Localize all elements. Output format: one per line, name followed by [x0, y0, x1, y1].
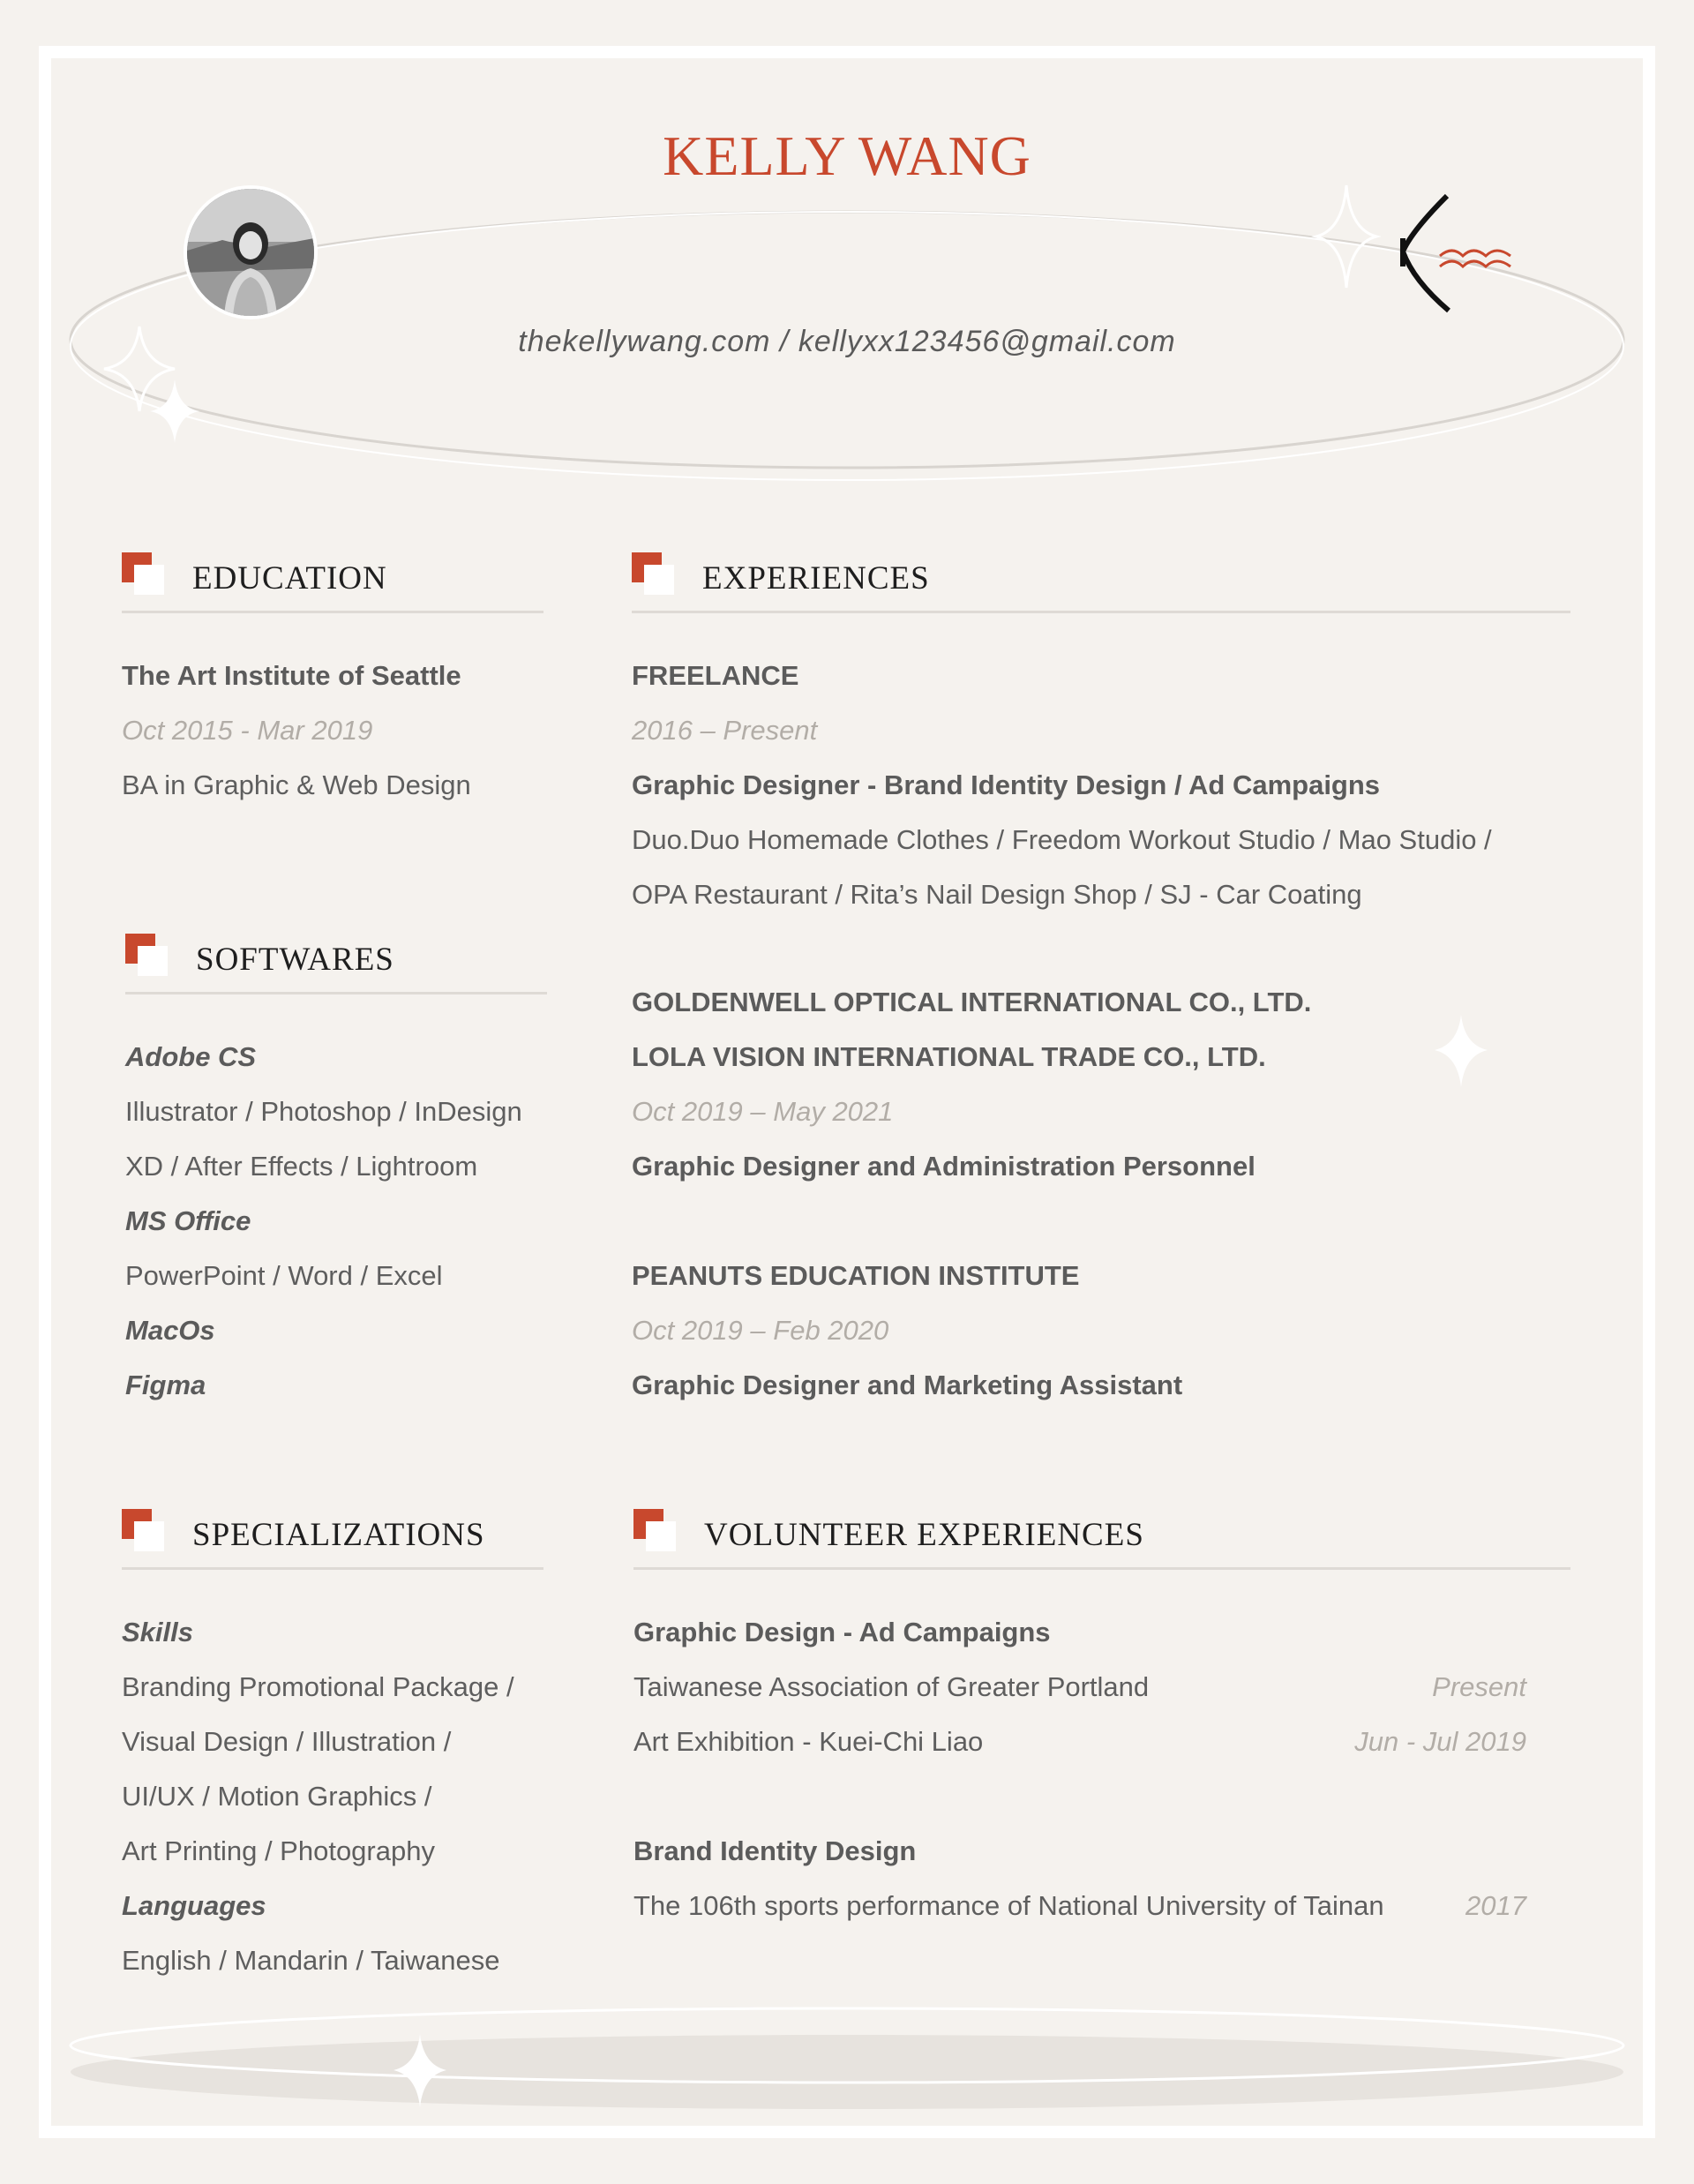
- software-category: Figma: [125, 1370, 206, 1400]
- experience-role: Graphic Designer - Brand Identity Design / Ad Campaigns: [632, 769, 1381, 800]
- section-divider: [122, 1567, 543, 1570]
- education-section-header: [122, 552, 545, 623]
- specialization-item: English / Mandarin / Taiwanese: [122, 1945, 500, 1976]
- software-list: XD / After Effects / Lightroom: [125, 1151, 478, 1182]
- volunteer-item: The 106th sports performance of National University of Tainan: [633, 1890, 1384, 1921]
- section-title: SPECIALIZATIONS: [192, 1517, 485, 1553]
- section-title: VOLUNTEER EXPERIENCES: [704, 1517, 1144, 1553]
- experience-role: Graphic Designer and Marketing Assistant: [632, 1370, 1183, 1400]
- sparkle-outline-right-icon: [1316, 185, 1376, 288]
- education-school: The Art Institute of Seattle: [122, 660, 461, 691]
- softwares-section-header: [125, 934, 549, 1004]
- section-marker-icon: [633, 1509, 676, 1555]
- avatar-photo-icon: [187, 189, 314, 316]
- avatar: [184, 185, 318, 319]
- volunteer-heading: Brand Identity Design: [633, 1835, 917, 1866]
- volunteer-heading: Graphic Design - Ad Campaigns: [633, 1617, 1051, 1647]
- specialization-category: Skills: [122, 1617, 193, 1647]
- section-divider: [633, 1567, 1570, 1570]
- experience-company: FREELANCE: [632, 660, 799, 691]
- volunteer-date: 2017: [1465, 1890, 1526, 1921]
- section-divider: [122, 611, 543, 613]
- section-title: EXPERIENCES: [702, 560, 930, 597]
- software-category: Adobe CS: [125, 1041, 257, 1072]
- experiences-section-header: [632, 552, 1570, 623]
- section-divider: [632, 611, 1570, 613]
- software-category: MS Office: [125, 1205, 251, 1236]
- education-dates: Oct 2015 - Mar 2019: [122, 715, 373, 746]
- section-divider: [125, 992, 547, 994]
- experience-company: LOLA VISION INTERNATIONAL TRADE CO., LTD.: [632, 1041, 1266, 1072]
- section-marker-icon: [122, 1509, 164, 1555]
- specializations-section-header: [122, 1509, 545, 1580]
- volunteer-item: Taiwanese Association of Greater Portland: [633, 1671, 1150, 1702]
- experience-company: GOLDENWELL OPTICAL INTERNATIONAL CO., LTD.: [632, 987, 1312, 1017]
- experience-clients: OPA Restaurant / Rita’s Nail Design Shop / SJ - Car Coating: [632, 879, 1362, 910]
- specialization-item: Art Printing / Photography: [122, 1835, 435, 1866]
- section-title: EDUCATION: [192, 560, 387, 597]
- specialization-item: Visual Design / Illustration /: [122, 1726, 452, 1757]
- software-category: MacOs: [125, 1315, 215, 1346]
- contact-line: thekellywang.com / kellyxx123456@gmail.com: [518, 325, 1176, 358]
- sparkle-left-icon: [150, 379, 199, 443]
- section-title: SOFTWARES: [196, 942, 394, 978]
- section-marker-icon: [125, 934, 168, 979]
- volunteer-date: Jun - Jul 2019: [1354, 1726, 1526, 1757]
- software-list: PowerPoint / Word / Excel: [125, 1260, 443, 1291]
- sparkle-right-icon: [1435, 1015, 1488, 1087]
- experience-dates: 2016 – Present: [632, 715, 818, 746]
- volunteer-date: Present: [1432, 1671, 1526, 1702]
- volunteer-item: Art Exhibition - Kuei-Chi Liao: [633, 1726, 984, 1757]
- education-degree: BA in Graphic & Web Design: [122, 769, 471, 800]
- section-marker-icon: [122, 552, 164, 598]
- experience-role: Graphic Designer and Administration Personnel: [632, 1151, 1256, 1182]
- experience-company: PEANUTS EDUCATION INSTITUTE: [632, 1260, 1080, 1291]
- experience-dates: Oct 2019 – Feb 2020: [632, 1315, 889, 1346]
- specialization-category: Languages: [122, 1890, 266, 1921]
- experience-clients: Duo.Duo Homemade Clothes / Freedom Workout Studio / Mao Studio /: [632, 824, 1492, 855]
- experience-dates: Oct 2019 – May 2021: [632, 1096, 894, 1127]
- specialization-item: UI/UX / Motion Graphics /: [122, 1781, 432, 1812]
- software-list: Illustrator / Photoshop / InDesign: [125, 1096, 522, 1127]
- volunteer-section-header: [633, 1509, 1570, 1580]
- candidate-name: KELLY WANG: [663, 124, 1031, 187]
- specialization-item: Branding Promotional Package /: [122, 1671, 514, 1702]
- section-marker-icon: [632, 552, 674, 598]
